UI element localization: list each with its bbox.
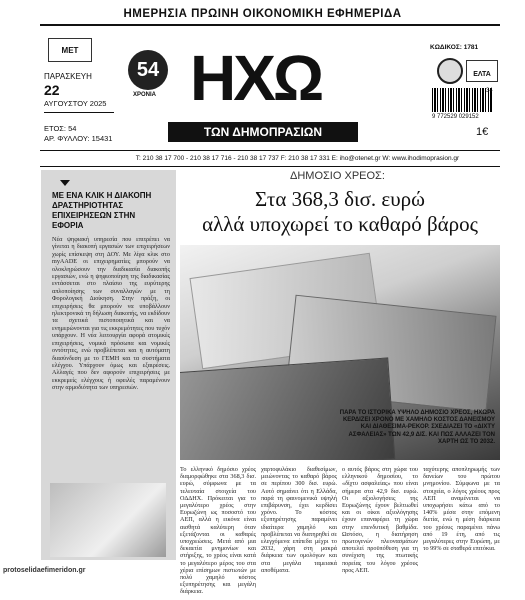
calculator-photo xyxy=(50,483,166,557)
newspaper-tagline: ΗΜΕΡΗΣΙΑ ΠΡΩΙΝΗ ΟΙΚΟΝΟΜΙΚΗ ΕΦΗΜΕΡΙΔΑ xyxy=(123,8,402,20)
issue-year: ΕΤΟΣ: 54 xyxy=(44,124,77,133)
date-weekday: ΠΑΡΑΣΚΕΥΗ xyxy=(44,72,92,81)
article-column-1: Το ελληνικό δημόσιο χρέος διαμορφώθηκε στα 368,3 δισ. ευρώ, σύμφωνα με τα τελευταία στοιχεία του ΟΔΔΗΧ. Πρόκειται για το μεγαλύτερο χρέος στην Ευρωζώνη ως ποσοστό του ΑΕΠ, αλλά η εικόνα είναι αισθητά καλύτερη όταν εξετάζονται οι καθαρές υποχρεώσεις. Μετά από μια δεκαετία μνημονίων και στήριξης, το χρέος είναι κατά το μεγαλύτερο μέρος του στα χέρια επίσημων πιστωτών με πολύ χαμηλό κόστος εξυπηρέτησης και μεγάλη διάρκεια. xyxy=(180,466,256,596)
source-watermark: protoselidaefimeridon.gr xyxy=(3,567,86,574)
contact-top-divider xyxy=(40,150,500,151)
anniversary-number: 54 xyxy=(136,58,160,81)
article-column-4: ταχύτερης αποπληρωμής των δανείων του πρώτου μνημονίου. Σύμφωνα με τα στοιχεία, ο λόγος χρέους προς ΑΕΠ αναμένεται να υποχωρήσει κάτω από το 140% μέσα στην επόμενη διετία, ενώ η μέση διάρκεια του χρέους παραμένει πάνω από 19 έτη, από τις μεγαλύτερες στην Ευρώπη, με το 99% σε σταθερά επιτόκια. xyxy=(423,466,500,553)
article-column-2: χαρτοφυλάκιο διαθεσίμων, μειώνοντας το καθαρό βάρος σε περίπου 300 δισ. ευρώ. Αυτό σημαίνει ότι η Ελλάδα, παρά τη φαινομενικά υψηλή επιβάρυνση, έχει κερδίσει χρόνο. Το κόστος εξυπηρέτησης παραμένει ιδιαίτερα χαμηλό και προβλέπεται να διατηρηθεί σε ελεγχόμενα επίπεδα μέχρι το 2032, χάρη στη μακρά διάρκεια των ομολόγων και στα μεγάλα ταμειακά αποθέματα. xyxy=(261,466,337,574)
top-divider xyxy=(40,24,500,26)
headline-line-2: αλλά υποχωρεί το καθαρό βάρος xyxy=(202,212,478,236)
price: 1€ xyxy=(476,126,489,138)
photo-caption: ΠΑΡΑ ΤΟ ΙΣΤΟΡΙΚΑ ΥΨΗΛΟ ΔΗΜΟΣΙΟ ΧΡΕΟΣ, ΗΧΩΡΑ ΚΕΡΔΙΖΕΙ ΧΡΟΝΟ ΜΕ ΧΑΜΗΛΟ ΚΟΣΤΟΣ ΔΑΝΕΙΣΜΟΥ ΚΑΙ ΔΙΑΘΕΣΙΜΑ-ΡΕΚΟΡ. ΣΧΕΔΙΑΖΕΙ ΤΟ «ΔΙΧΤΥ ΑΣΦΑΛΕΙΑΣ» ΤΩΝ 42,9 ΔΙΣ. ΚΑΙ ΠΩΣ ΑΛΛΑΖΕΙ ΤΟΝ ΧΑΡΤΗ ΩΣ ΤΟ 2032. xyxy=(339,410,495,445)
elta-logo-text: ΕΛΤΑ xyxy=(473,71,491,78)
masthead-title: ΗΧΩ xyxy=(190,42,322,114)
barcode-icon xyxy=(432,88,492,112)
anniversary-caption: ΧΡΟΝΙΑ xyxy=(133,92,157,98)
article-headline xyxy=(180,187,500,237)
article-column-3: ο αυτός βάρος στη χώρα του ελληνικού δημοσίου, το «δίχτυ ασφαλείας» που είναι σήμερα στα 42,9 δισ. ευρώ. Οι αξιολογήσεις της Ευρωζώνης έχουν βελτιωθεί και οι οίκοι αξιολόγησης έχουν επαναφέρει τη χώρα στην επενδυτική βαθμίδα. Ωστόσο, η διατήρηση πρωτογενών πλεονασμάτων αποτελεί προϋπόθεση για τη συνέχιση της πτωτικής πορείας του λόγου χρέους προς ΑΕΠ. xyxy=(342,466,418,574)
issue-code: ΚΩΔΙΚΟΣ: 1781 xyxy=(430,44,479,51)
date-divider xyxy=(44,112,114,113)
headline-line-1: Στα 368,3 δισ. ευρώ xyxy=(255,187,425,211)
elta-logo xyxy=(466,60,498,82)
sidebar-headline: ΜΕ ΕΝΑ ΚΛΙΚ Η ΔΙΑΚΟΠΗ ΔΡΑΣΤΗΡΙΟΤΗΤΑΣ ΕΠΙΧΕΙΡΗΣΕΩΝ ΣΤΗΝ ΕΦΟΡΙΑ xyxy=(52,191,152,230)
barcode-issue-number: 34 xyxy=(486,88,493,94)
masthead-subtitle: ΤΩΝ ΔΗΜΟΠΡΑΣΙΩΝ xyxy=(168,122,358,142)
contact-line: Τ: 210 38 17 700 - 210 38 17 716 - 210 38 17 737 F: 210 38 17 331 E: iho@otenet.gr W: www.ihodimoprasion.gr xyxy=(135,155,460,162)
issue-sheet-number: ΑΡ. ΦΥΛΛΟΥ: 15431 xyxy=(44,134,113,143)
sidebar-body: Νέα ψηφιακή υπηρεσία που επιτρέπει να γίνεται η διακοπή εργασιών των επιχειρήσεων χωρίς επίσκεψη στη ΔΟΥ. Με λίγα κλικ στο myAADE οι επιχειρηματίες μπορούν να ολοκληρώσουν την διαδικασία διακοπής εργασιών, ενώ η ψηφιοποίηση της διαδικασίας εντάσσεται στο πλαίσιο της ευρύτερης απλοποίησης των συναλλαγών με τη Φορολογική Διοίκηση. Στην πράξη, οι επιχειρήσεις θα μπορούν να υποβάλλουν ηλεκτρονικά τη δήλωση διακοπής, να εκδίδουν τα σχετικά πιστοποιητικά και να ενημερώνονται για τις εκκρεμότητες που τυχόν υπάρχουν. Η νέα λειτουργία αφορά ατομικές επιχειρήσεις, νομικά πρόσωπα και νομικές οντότητες, ενώ προβλέπεται και η αυτόματη διασύνδεση με το ΓΕΜΗ και τα συστήματα ελέγχου. Υπάρχουν όμως και εξαιρέσεις. Αλλαγές που δεν αφορούν επιχειρήσεις με εκκρεμείς ελέγχους ή οφειλές παραμένουν στην αρμοδιότητα των υπηρεσιών. xyxy=(52,236,170,392)
anniversary-badge xyxy=(128,50,168,90)
date-month-year: ΑΥΓΟΥΣΤΟΥ 2025 xyxy=(44,99,107,108)
publisher-logo xyxy=(48,38,92,62)
seal-icon xyxy=(437,58,463,84)
article-kicker: ΔΗΜΟΣΙΟ ΧΡΕΟΣ: xyxy=(290,170,385,182)
barcode-number: 9 772529 029152 xyxy=(432,114,479,120)
contact-bottom-divider xyxy=(40,166,500,167)
publisher-logo-text: ΜΕΤ xyxy=(61,45,79,55)
date-day: 22 xyxy=(44,82,60,98)
